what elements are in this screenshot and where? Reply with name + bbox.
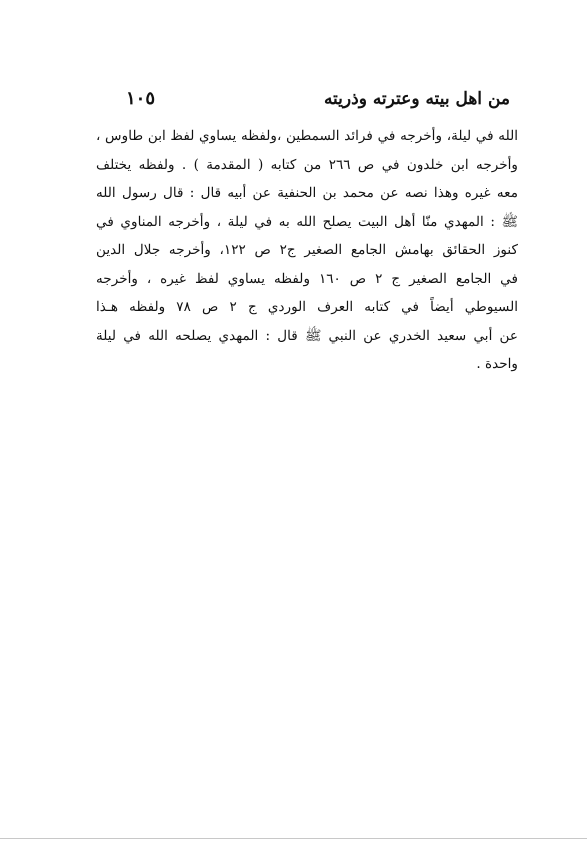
running-title: من اهل بيته وعترته وذريته (323, 89, 510, 109)
page-bottom-edge (0, 838, 587, 839)
page-number: ١٠٥ (126, 88, 156, 109)
page-header (102, 86, 510, 112)
text-line-6: في الجامع الصغير ج ٢ ص ١٦٠ ولفظه يساوي لفظ غيره ، وأخرجه (96, 270, 518, 287)
text-line-8: عن أبي سعيد الخدري عن النبي ﷺ قال : المهدي يصلحه الله في ليلة (96, 327, 518, 344)
body-text (96, 122, 518, 379)
text-line-1: الله في ليلة، وأخرجه في فرائد السمطين ،ولفظه يساوي لفظ ابن طاوس ، (96, 128, 518, 144)
text-line-4: ﷺ : المهدي منّا أهل البيت يصلح الله به في ليلة ، وأخرجه المناوي في (96, 213, 518, 230)
text-line-2: وأخرجه ابن خلدون في ص ٢٦٦ من كتابه ( المقدمة ) . ولفظه يختلف (96, 156, 518, 173)
text-line-7: السيوطي أيضاً في كتابه العرف الوردي ج ٢ ص ٧٨ ولفظه هـذا (96, 299, 518, 315)
text-line-5: كنوز الحقائق بهامش الجامع الصغير ج٢ ص ١٢٢، وأخرجه جلال الدين (96, 242, 518, 258)
text-line-9: واحدة . (476, 356, 518, 372)
text-line-3: معه غيره وهذا نصه عن محمد بن الحنفية عن أبيه قال : قال رسول الله (96, 185, 518, 201)
